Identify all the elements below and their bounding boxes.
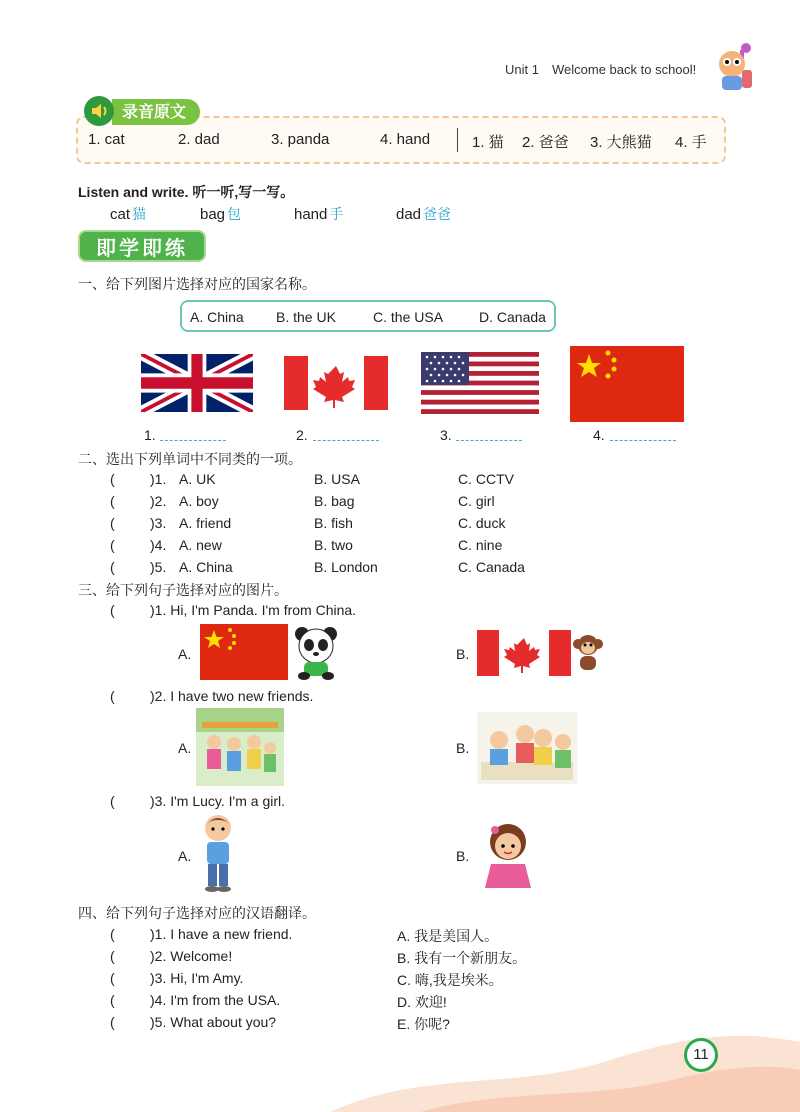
flag-blank-num-3: 3. <box>440 427 452 443</box>
s2-q2-option-c: C. girl <box>458 493 495 509</box>
flag-answer-blank-3[interactable] <box>456 440 522 442</box>
listen-write-word-3: hand 手 <box>294 206 344 223</box>
s2-q5-option-a: A. China <box>179 559 233 575</box>
s3-q3-text: )3. I'm Lucy. I'm a girl. <box>150 793 286 809</box>
s4-option-a: A. 我是美国人。 <box>397 928 499 944</box>
s2-q1-option-b: B. USA <box>314 471 360 487</box>
usa-flag <box>421 352 539 414</box>
s2-q4-num: )4. <box>150 537 167 553</box>
monkey-icon <box>572 632 604 672</box>
s4-q4-english: )4. I'm from the USA. <box>150 992 281 1008</box>
s2-q3-num: )3. <box>150 515 167 531</box>
recording-item-en-4: 4. hand <box>380 131 431 148</box>
s2-q2-num: )2. <box>150 493 167 509</box>
s4-option-e: E. 你呢? <box>397 1016 450 1032</box>
s2-q4-option-c: C. nine <box>458 537 503 553</box>
s4-q2-paren[interactable]: ( <box>110 948 115 964</box>
country-option-b: B. the UK <box>276 309 336 325</box>
boy-picture[interactable] <box>196 812 240 894</box>
s2-q3-option-b: B. fish <box>314 515 353 531</box>
s4-option-d: D. 欢迎! <box>397 994 447 1010</box>
canada-flag <box>284 356 388 410</box>
s4-q4-paren[interactable]: ( <box>110 992 115 1008</box>
children-group-picture[interactable] <box>196 708 284 786</box>
unit-label: Unit 1 <box>505 62 539 77</box>
country-option-a: A. China <box>190 309 244 325</box>
girl-picture[interactable] <box>477 818 539 892</box>
recording-item-cn-2: 2. 爸爸 <box>522 134 569 151</box>
s2-q2-paren[interactable]: ( <box>110 493 115 509</box>
s3-q3-option-a-label: A. <box>178 848 192 864</box>
s2-q1-num: )1. <box>150 471 167 487</box>
unit-title: Welcome back to school! <box>552 62 697 77</box>
s2-q4-option-a: A. new <box>179 537 222 553</box>
recording-item-cn-4: 4. 手 <box>675 134 707 151</box>
listen-write-word-4: dad 爸爸 <box>396 206 452 223</box>
s2-q2-option-b: B. bag <box>314 493 355 509</box>
canada-flag-monkey-picture[interactable] <box>477 630 571 676</box>
s2-q3-option-a: A. friend <box>179 515 232 531</box>
flag-answer-blank-1[interactable] <box>160 440 226 442</box>
s3-q2-option-a-label: A. <box>178 740 192 756</box>
listen-write-word-2: bag 包 <box>200 206 242 223</box>
s2-q5-num: )5. <box>150 559 167 575</box>
s2-q5-option-b: B. London <box>314 559 378 575</box>
page-number: 11 <box>684 1038 718 1072</box>
s4-q3-english: )3. Hi, I'm Amy. <box>150 970 244 986</box>
recording-title: 录音原文 <box>112 99 200 125</box>
s4-q1-paren[interactable]: ( <box>110 926 115 942</box>
practice-title: 即学即练 <box>78 230 206 262</box>
recording-item-en-2: 2. dad <box>178 131 220 148</box>
s2-q5-paren[interactable]: ( <box>110 559 115 575</box>
s2-q4-paren[interactable]: ( <box>110 537 115 553</box>
s2-q5-option-c: C. Canada <box>458 559 525 575</box>
flag-answer-blank-4[interactable] <box>610 440 676 442</box>
mascot-icon <box>716 42 756 94</box>
s3-q3-paren[interactable]: ( <box>110 793 115 809</box>
section1-title: 一、给下列图片选择对应的国家名称。 <box>78 277 316 293</box>
recording-item-en-1: 1. cat <box>88 131 125 148</box>
recording-item-cn-1: 1. 猫 <box>472 134 504 151</box>
s3-q1-text: )1. Hi, I'm Panda. I'm from China. <box>150 602 357 618</box>
s2-q2-option-a: A. boy <box>179 493 219 509</box>
flag-blank-num-2: 2. <box>296 427 308 443</box>
s4-q3-paren[interactable]: ( <box>110 970 115 986</box>
s4-option-c: C. 嗨,我是埃米。 <box>397 972 503 988</box>
section4-title: 四、给下列句子选择对应的汉语翻译。 <box>78 906 316 922</box>
s2-q1-paren[interactable]: ( <box>110 471 115 487</box>
s2-q3-paren[interactable]: ( <box>110 515 115 531</box>
s4-q2-english: )2. Welcome! <box>150 948 233 964</box>
s2-q4-option-b: B. two <box>314 537 353 553</box>
friends-at-table-picture[interactable] <box>477 712 577 784</box>
s3-q2-paren[interactable]: ( <box>110 688 115 704</box>
s3-q2-option-b-label: B. <box>456 740 470 756</box>
s3-q1-option-a-label: A. <box>178 646 192 662</box>
country-option-c: C. the USA <box>373 309 444 325</box>
s3-q1-paren[interactable]: ( <box>110 602 115 618</box>
s4-q1-english: )1. I have a new friend. <box>150 926 293 942</box>
s2-q1-option-a: A. UK <box>179 471 216 487</box>
country-option-d: D. Canada <box>479 309 546 325</box>
flag-answer-blank-2[interactable] <box>313 440 379 442</box>
listen-write-instruction: Listen and write. 听一听,写一写。 <box>78 184 295 200</box>
section2-title: 二、选出下列单词中不同类的一项。 <box>78 452 302 468</box>
uk-flag <box>141 354 253 412</box>
section3-title: 三、给下列句子选择对应的图片。 <box>78 583 288 599</box>
s3-q3-option-b-label: B. <box>456 848 470 864</box>
recording-item-cn-3: 3. 大熊猫 <box>590 134 652 151</box>
china-flag <box>570 346 684 422</box>
s4-q5-english: )5. What about you? <box>150 1014 277 1030</box>
s3-q1-option-b-label: B. <box>456 646 470 662</box>
s4-q5-paren[interactable]: ( <box>110 1014 115 1030</box>
s3-q2-text: )2. I have two new friends. <box>150 688 314 704</box>
speaker-icon[interactable] <box>84 96 114 126</box>
flag-blank-num-1: 1. <box>144 427 156 443</box>
s4-option-b: B. 我有一个新朋友。 <box>397 950 527 966</box>
recording-divider <box>457 128 458 152</box>
flag-blank-num-4: 4. <box>593 427 605 443</box>
s2-q3-option-c: C. duck <box>458 515 506 531</box>
china-flag-panda-picture[interactable] <box>200 624 288 680</box>
recording-item-en-3: 3. panda <box>271 131 330 148</box>
listen-write-word-1: cat 猫 <box>110 206 147 223</box>
panda-icon <box>292 624 340 680</box>
s2-q1-option-c: C. CCTV <box>458 471 514 487</box>
